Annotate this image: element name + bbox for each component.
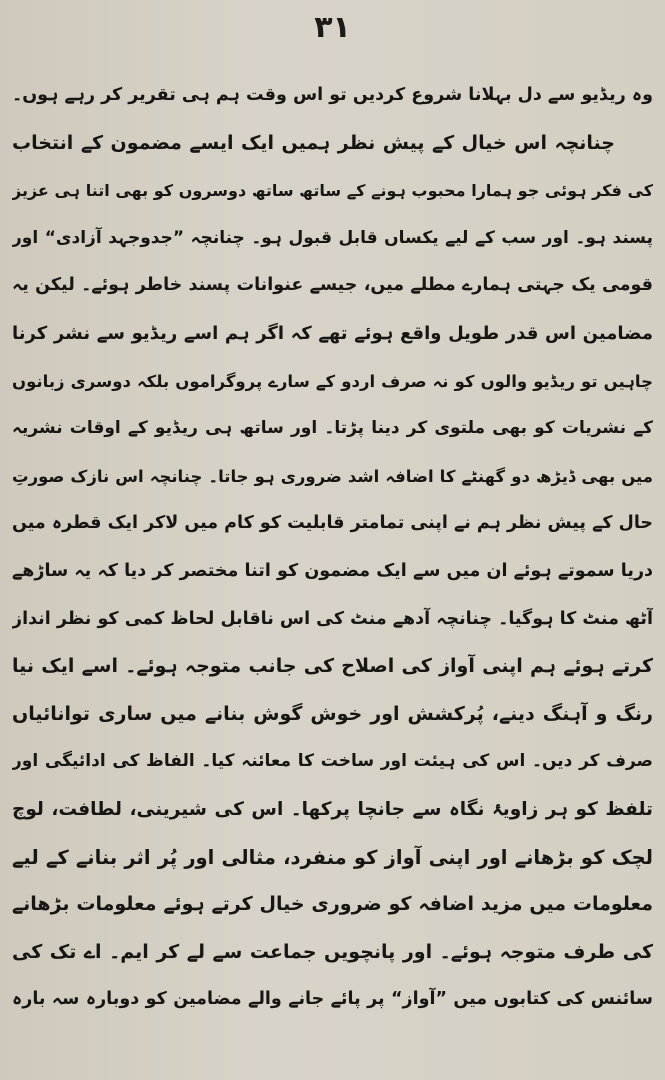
text-line: لچک کو بڑھانے اور اپنی آواز کو منفرد، مثالی اور پُر اثر بنانے کے لیے xyxy=(12,845,653,869)
text-line: رنگ و آہنگ دینے، پُرکشش اور خوش گوش بنانے میں ساری توانائیاں xyxy=(12,702,653,725)
text-line: وہ ریڈیو سے دل بہلانا شروع کردیں تو اس وقت ہم ہی تقریر کر رہے ہوں۔ xyxy=(12,85,653,105)
text-line: پسند ہو۔ اور سب کے لیے یکساں قابل قبول ہو۔ چنانچہ ”جدوجہد آزادی“ اور xyxy=(12,227,653,248)
text-line: چاہیں تو ریڈیو والوں کو نہ صرف اردو کے سارے پروگراموں بلکہ دوسری زبانوں xyxy=(12,371,653,391)
text-line: تلفظ کو ہر زاویۂ نگاہ سے جانچا پرکھا۔ اس کی شیرینی، لطافت، لوچ xyxy=(12,798,653,820)
text-line: صرف کر دیں۔ اس کی ہیئت اور ساخت کا معائنہ کیا۔ الفاظ کی ادائیگی اور xyxy=(12,751,653,772)
text-line: معلومات میں مزید اضافہ کو ضروری خیال کرتے ہوئے معلومات بڑھانے xyxy=(12,893,653,916)
text-line: قومی یک جہتی ہمارے مطلے میں، جیسے عنوانات پسند خاطر ہوئے۔ لیکن یہ xyxy=(12,275,653,296)
text-line: دریا سموتے ہوئے ان میں سے ایک مضمون کو اتنا مختصر کر دیا کہ یہ ساڑھے xyxy=(12,560,653,581)
text-line: میں بھی ڈیڑھ دو گھنٹے کا اضافہ اشد ضروری ہو جاتا۔ چنانچہ اس نازک صورتِ xyxy=(12,466,653,486)
text-line: مضامین اس قدر طویل واقع ہوئے تھے کہ اگر ہم اسے ریڈیو سے نشر کرنا xyxy=(12,322,653,344)
page-number: ۳۱ xyxy=(314,10,351,45)
text-line: کی طرف متوجہ ہوئے۔ اور پانچویں جماعت سے لے کر ایم۔ اے تک کی xyxy=(12,940,653,963)
text-line: سائنس کی کتابوں میں ”آواز“ پر پائے جانے والے مضامین کو دوبارہ سہ بارہ xyxy=(12,989,653,1010)
text-line: چنانچہ اس خیال کے پیش نظر ہمیں ایک ایسے مضمون کے انتخاب xyxy=(12,131,615,154)
text-line: آٹھ منٹ کا ہوگیا۔ چنانچہ آدھے منٹ کی اس ناقابل لحاظ کمی کو نظر انداز xyxy=(12,608,653,629)
page-body-text xyxy=(12,72,653,1024)
text-line: کی فکر ہوئی جو ہمارا محبوب ہونے کے ساتھ ساتھ دوسروں کو بھی اتنا ہی عزیز xyxy=(12,181,653,201)
text-line: کرتے ہوئے ہم اپنی آواز کی اصلاح کی جانب متوجہ ہوئے۔ اسے ایک نیا xyxy=(12,655,653,678)
text-line: کے نشریات کو بھی ملتوی کر دینا پڑتا۔ اور ساتھ ہی ریڈیو کے اوقات نشریہ xyxy=(12,418,653,439)
text-line: حال کے پیش نظر ہم نے اپنی تمامتر قابلیت کو کام میں لاکر ایک قطرہ میں xyxy=(12,513,653,534)
